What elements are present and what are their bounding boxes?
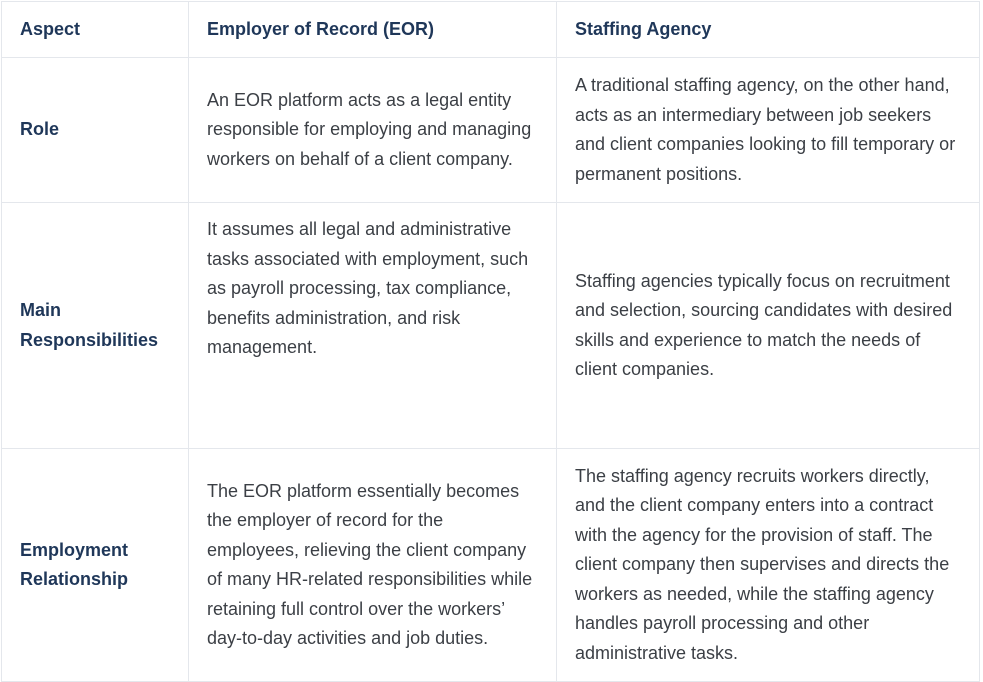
- comparison-table: [1, 1, 980, 682]
- header-staffing-agency: Staffing Agency: [557, 2, 980, 58]
- staffing-cell: Staffing agencies typically focus on recruitment and selection, sourcing candidates with desired skills and experience to match the needs of client companies.: [557, 203, 980, 449]
- eor-cell: It assumes all legal and administrative tasks associated with employment, such as payroll processing, tax compliance, benefits administration, and risk management.: [189, 203, 557, 449]
- staffing-cell: The staffing agency recruits workers directly, and the client company enters into a contract with the agency for the provision of staff. The client company then supervises and directs the workers as needed, while the staffing agency handles payroll processing and other administrative tasks.: [557, 449, 980, 682]
- eor-cell: The EOR platform essentially becomes the employer of record for the employees, relieving the client company of many HR-related responsibilities while retaining full control over the workers’ day-to-day activities and job duties.: [189, 449, 557, 682]
- table-row: [2, 449, 980, 682]
- table-header-row: [2, 2, 980, 58]
- aspect-cell: Role: [2, 58, 189, 203]
- table-row: [2, 58, 980, 203]
- table-row: [2, 203, 980, 449]
- aspect-cell: Main Responsibilities: [2, 203, 189, 449]
- staffing-cell: A traditional staffing agency, on the other hand, acts as an intermediary between job seekers and client companies looking to fill temporary or permanent positions.: [557, 58, 980, 203]
- header-aspect: Aspect: [2, 2, 189, 58]
- header-eor: Employer of Record (EOR): [189, 2, 557, 58]
- eor-cell: An EOR platform acts as a legal entity responsible for employing and managing workers on behalf of a client company.: [189, 58, 557, 203]
- aspect-cell: Employment Relationship: [2, 449, 189, 682]
